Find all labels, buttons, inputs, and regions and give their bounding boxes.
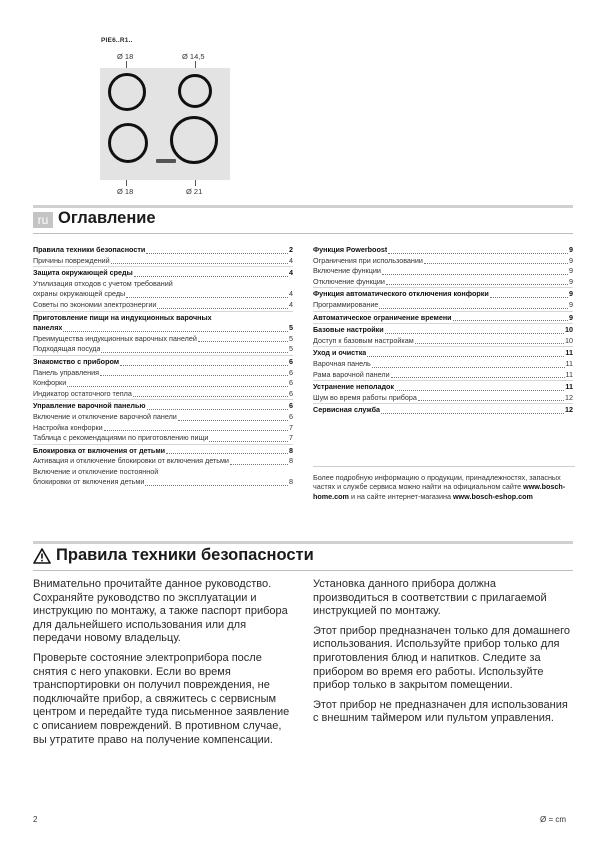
toc-entry[interactable] <box>313 346 573 359</box>
toc-entry[interactable] <box>33 244 293 256</box>
toc-entry-page: 10 <box>565 325 573 335</box>
toc-leader-dots <box>424 263 568 264</box>
toc-leader-dots <box>386 284 568 285</box>
dim-bottom-left: Ø 18 <box>117 187 134 196</box>
burner-rear-left <box>108 123 148 163</box>
toc-entry[interactable] <box>313 266 573 277</box>
toc-entry[interactable] <box>33 412 293 423</box>
toc-entry[interactable] <box>33 344 293 355</box>
toc-entry-title: Отключение функции <box>313 276 385 286</box>
toc-entry[interactable] <box>33 467 293 478</box>
toc-leader-dots <box>134 276 288 277</box>
section-rule <box>33 233 573 234</box>
toc-entry-page: 2 <box>289 245 293 254</box>
toc-entry[interactable] <box>313 311 573 324</box>
toc-leader-dots <box>178 420 288 421</box>
toc-entry-title: Преимущества индукционных варочных панелей <box>33 333 197 343</box>
toc-entry-page: 12 <box>565 405 573 415</box>
toc-entry-title: Доступ к базовым настройкам <box>313 335 414 345</box>
toc-leader-dots <box>63 331 288 332</box>
toc-entry-page: 4 <box>289 289 293 299</box>
toc-entry-page: 11 <box>565 369 573 379</box>
toc-entry[interactable] <box>313 380 573 393</box>
toc-entry-title: Шум во время работы прибора <box>313 392 417 402</box>
toc-entry-title: Автоматическое ограничение времени <box>313 312 452 322</box>
toc-entry-title: Причины повреждений <box>33 255 110 265</box>
toc-entry-title: Блокировка от включения от детьми <box>33 445 166 455</box>
toc-entry[interactable] <box>33 323 293 334</box>
toc-leader-dots <box>67 386 288 387</box>
more-info-text: Более подробную информацию о продукции, принадлежностях, запасных частях и службе сервиса можно найти на официальном сайте <box>313 473 561 492</box>
toc-entry-page: 5 <box>289 333 293 343</box>
toc-entry-title: охраны окружающей среды <box>33 289 126 299</box>
unit-note: Ø = cm <box>540 815 567 824</box>
toc-leader-dots <box>391 377 565 378</box>
toc-entry-page: 12 <box>565 392 573 402</box>
toc-leader-dots <box>146 253 288 254</box>
toc-entry[interactable] <box>33 300 293 311</box>
toc-entry[interactable] <box>313 244 573 256</box>
toc-entry-page: 8 <box>289 456 293 466</box>
toc-leader-dots <box>111 263 288 264</box>
dim-bottom-right: Ø 21 <box>186 187 203 196</box>
warning-icon <box>33 548 51 564</box>
toc-leader-dots <box>104 430 288 431</box>
toc-entry-page: 9 <box>569 266 573 276</box>
toc-entry-title: Функция автоматического отключения конфорки <box>313 289 489 299</box>
toc-entry[interactable] <box>33 368 293 379</box>
toc-entry-page: 7 <box>289 433 293 443</box>
toc-entry[interactable] <box>313 277 573 288</box>
toc-leader-dots <box>209 441 288 442</box>
dim-top-right: Ø 14,5 <box>182 52 205 61</box>
toc-entry-page: 11 <box>565 348 573 358</box>
toc-entry-title: Настройка конфорки <box>33 422 103 432</box>
toc-entry-title: Рама варочной панели <box>313 369 390 379</box>
toc-entry-page: 4 <box>289 299 293 309</box>
toc-entry-page: 8 <box>289 445 293 455</box>
safety-paragraph: Внимательно прочитайте данное руководство. Сохраняйте руководство по эксплуатации и инструкцию по монтажу, а также паспорт прибора для дальнейшего использования или для передачи новому владельцу. <box>33 578 288 645</box>
toc-leader-dots <box>382 274 568 275</box>
toc-right-column <box>313 244 573 416</box>
toc-leader-dots <box>145 485 288 486</box>
toc-entry[interactable] <box>313 323 573 336</box>
safety-paragraph: Этот прибор предназначен только для домашнего использования. Используйте прибор только для приготовления блюд и напитков. Следите за прибором во время его работы. Используйте прибор только в закрытом помещении. <box>313 624 571 692</box>
bosch-eshop-link[interactable]: www.bosch-eshop.com <box>452 491 533 501</box>
toc-entry-page: 6 <box>289 356 293 366</box>
toc-entry-page: 7 <box>289 422 293 432</box>
toc-entry-page: 9 <box>569 245 573 254</box>
toc-entry-title: Индикатор остаточного тепла <box>33 388 132 398</box>
toc-entry-title: блокировки от включения детьми <box>33 477 145 487</box>
bosch-home-link[interactable]: www.bosch-home.com <box>313 482 566 501</box>
toc-entry[interactable] <box>33 456 293 467</box>
toc-entry-title: Варочная панель <box>313 358 371 368</box>
toc-entry-title: Утилизация отходов с учетом требований <box>33 278 173 288</box>
toc-leader-dots <box>126 297 288 298</box>
toc-entry[interactable] <box>33 433 293 444</box>
toc-entry-title: Активация и отключение блокировки от включения детьми <box>33 456 229 466</box>
toc-entry-title: Базовые настройки <box>313 325 384 335</box>
page-number: 2 <box>33 815 38 824</box>
language-badge: ru <box>33 212 53 228</box>
toc-entry[interactable] <box>33 423 293 434</box>
model-label: PIE6..R1.. <box>101 37 133 44</box>
toc-entry[interactable] <box>313 256 573 267</box>
toc-entry-title: Функция Powerboost <box>313 245 388 254</box>
toc-entry[interactable] <box>33 334 293 345</box>
toc-entry-page: 9 <box>569 312 573 322</box>
toc-leader-dots <box>415 343 564 344</box>
toc-entry-title: Программирование <box>313 299 379 309</box>
toc-entry-page: 10 <box>565 335 573 345</box>
toc-entry-page: 9 <box>569 276 573 286</box>
toc-leader-dots <box>230 464 288 465</box>
safety-right-column <box>313 578 571 732</box>
toc-entry[interactable] <box>33 256 293 267</box>
toc-entry-title: панелях <box>33 323 63 333</box>
toc-entry[interactable] <box>313 300 573 311</box>
toc-entry-title: Конфорки <box>33 378 67 388</box>
control-panel-mark <box>156 159 176 163</box>
toc-entry-title: Знакомство с прибором <box>33 356 120 366</box>
toc-entry-page: 4 <box>289 255 293 265</box>
safety-paragraph: Установка данного прибора должна производиться в соответствии с прилагаемой инструкцией по монтажу. <box>313 578 547 618</box>
toc-entry-page: 11 <box>565 358 573 368</box>
toc-entry-title: Устранение неполадок <box>313 382 395 392</box>
toc-entry[interactable] <box>313 359 573 370</box>
toc-entry-page: 9 <box>569 289 573 299</box>
safety-title: Правила техники безопасности <box>56 546 314 564</box>
toc-entry-page: 5 <box>289 323 293 333</box>
toc-entry[interactable] <box>313 403 573 416</box>
toc-leader-dots <box>198 341 288 342</box>
toc-entry-title: Приготовление пищи на индукционных варочных <box>33 312 212 322</box>
toc-leader-dots <box>372 367 565 368</box>
toc-leader-dots <box>166 453 288 454</box>
toc-entry[interactable] <box>33 399 293 412</box>
burner-large-right <box>170 116 218 164</box>
toc-entry-title: Защита окружающей среды <box>33 268 133 278</box>
toc-entry-page: 6 <box>289 401 293 411</box>
toc-entry[interactable] <box>313 336 573 347</box>
toc-entry[interactable] <box>33 477 293 488</box>
dim-top-left: Ø 18 <box>117 52 134 61</box>
toc-leader-dots <box>395 390 564 391</box>
toc-entry-title: Включение и отключение постоянной <box>33 466 159 476</box>
toc-entry[interactable] <box>313 287 573 300</box>
toc-entry-page: 11 <box>565 382 573 392</box>
toc-entry[interactable] <box>33 444 293 457</box>
toc-entry-page: 6 <box>289 388 293 398</box>
burner-back-right <box>178 74 212 108</box>
toc-entry[interactable] <box>33 311 293 324</box>
toc-title: Оглавление <box>58 209 156 227</box>
toc-leader-dots <box>157 308 288 309</box>
toc-leader-dots <box>490 297 568 298</box>
toc-entry[interactable] <box>33 355 293 368</box>
toc-leader-dots <box>133 396 288 397</box>
toc-leader-dots <box>100 375 288 376</box>
toc-entry-title: Включение функции <box>313 266 381 276</box>
toc-entry-page: 6 <box>289 378 293 388</box>
toc-entry-page: 9 <box>569 299 573 309</box>
safety-paragraph: Этот прибор не предназначен для использования с внешним таймером или пультом управления. <box>313 698 568 725</box>
toc-entry[interactable] <box>33 378 293 389</box>
toc-leader-dots <box>385 333 564 334</box>
safety-heading <box>33 546 314 565</box>
more-info-note <box>313 466 575 501</box>
toc-entry-title: Правила техники безопасности <box>33 245 146 254</box>
section-rule <box>33 541 573 544</box>
toc-leader-dots <box>388 253 568 254</box>
toc-entry[interactable] <box>33 389 293 400</box>
toc-entry-title: Уход и очистка <box>313 348 367 358</box>
toc-entry-page: 5 <box>289 344 293 354</box>
safety-left-column <box>33 578 291 753</box>
toc-entry-title: Ограничения при использовании <box>313 255 423 265</box>
toc-entry-title: Советы по экономии электроэнергии <box>33 299 157 309</box>
more-info-text: и на сайте интернет-магазина <box>348 491 453 501</box>
burner-front-left <box>108 73 146 111</box>
toc-entry-page: 6 <box>289 411 293 421</box>
toc-leader-dots <box>367 356 564 357</box>
toc-leader-dots <box>418 400 564 401</box>
toc-entry[interactable] <box>33 266 293 279</box>
toc-leader-dots <box>379 308 568 309</box>
toc-entry[interactable] <box>313 393 573 404</box>
toc-entry-page: 8 <box>289 477 293 487</box>
toc-leader-dots <box>147 409 288 410</box>
toc-entry[interactable] <box>33 289 293 300</box>
toc-entry-title: Включение и отключение варочной панели <box>33 411 177 421</box>
cooktop-diagram <box>100 68 230 180</box>
toc-entry-title: Панель управления <box>33 367 100 377</box>
toc-leader-dots <box>101 352 288 353</box>
toc-entry-page: 4 <box>289 268 293 278</box>
toc-entry-title: Подходящая посуда <box>33 344 101 354</box>
section-rule <box>33 570 573 571</box>
toc-leader-dots <box>120 365 288 366</box>
toc-entry[interactable] <box>313 370 573 381</box>
section-rule <box>33 205 573 208</box>
toc-entry-page: 6 <box>289 367 293 377</box>
toc-entry[interactable] <box>33 279 293 290</box>
toc-entry-title: Таблица с рекомендациями по приготовлению пищи <box>33 433 209 443</box>
toc-leader-dots <box>453 320 568 321</box>
toc-entry-title: Сервисная служба <box>313 405 381 415</box>
toc-entry-page: 9 <box>569 255 573 265</box>
safety-paragraph: Проверьте состояние электроприбора после снятия с него упаковки. Если во время транспортировки он получил повреждения, не подключайте прибор, а свяжитесь с сервисным центром и передайте туда письменное заявление с описанием повреждений. В противном случае, вы утратите право на получение компенсации. <box>33 651 290 746</box>
toc-left-column <box>33 244 293 488</box>
toc-leader-dots <box>381 413 564 414</box>
toc-entry-title: Управление варочной панелью <box>33 401 146 411</box>
